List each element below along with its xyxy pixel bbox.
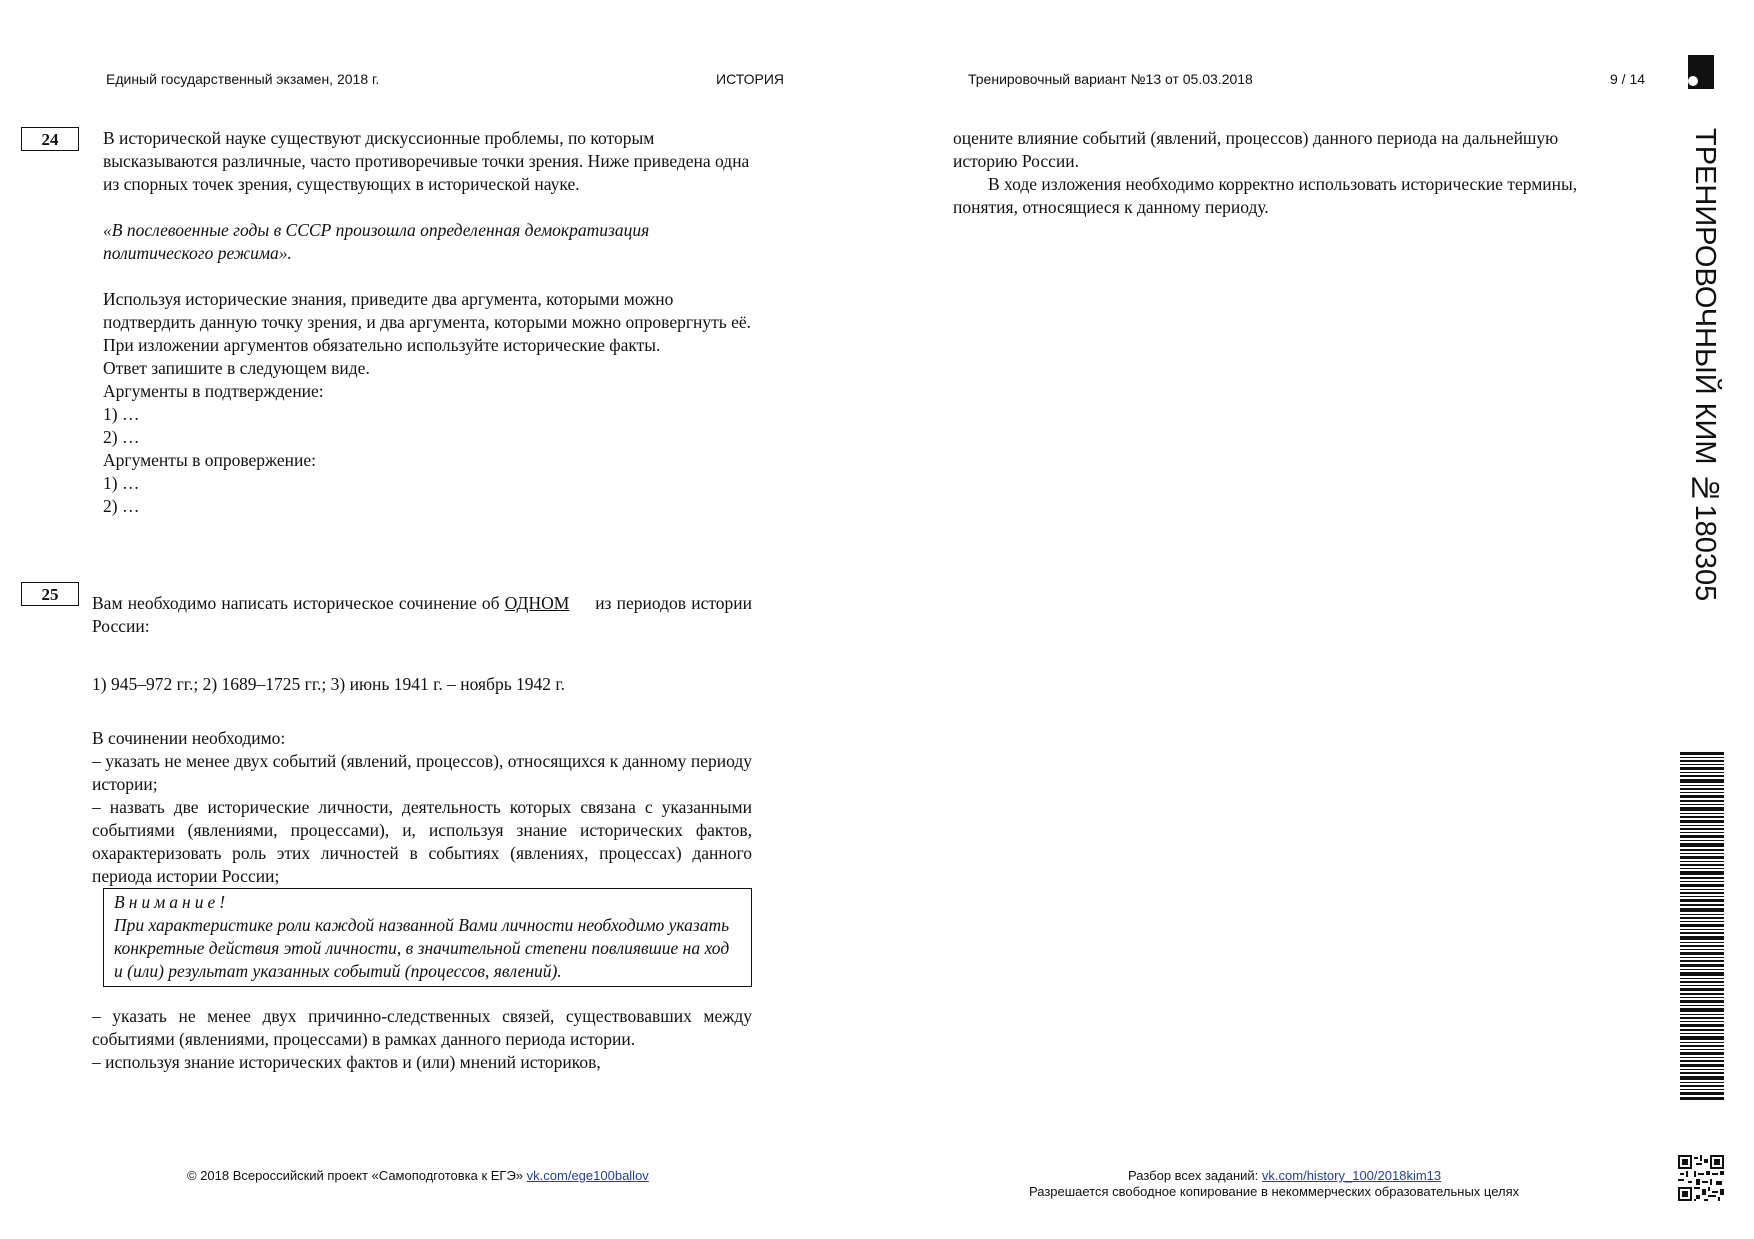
task-24-instruction: Используя исторические знания, приведите два аргумента, которыми можно подтвердить данную точку зрения, и два аргумента, которыми можно опровергнуть её. При изложении аргументов обязательно используйте исторические факты. — [103, 289, 752, 355]
corner-marker-dot — [1688, 76, 1698, 86]
task-25-number: 25 — [21, 582, 79, 606]
qr-code-icon — [1678, 1155, 1724, 1201]
header-exam-title: Единый государственный экзамен, 2018 г. — [106, 71, 380, 87]
header-page-number: 9 / 14 — [1610, 71, 1646, 87]
footer-right-link[interactable]: vk.com/history_100/2018kim13 — [1261, 1168, 1442, 1183]
requirement-2: – назвать две исторические личности, деятельность которых связана с указанными событиями (явлениями, процессами), и, используя знание исторических фактов, охарактеризовать роль этих личностей в событиях (явлениях, процессах) данного периода истории России; — [92, 797, 752, 886]
continuation-1: оцените влияние событий (явлений, процессов) данного периода на дальнейшую историю России. — [953, 128, 1559, 171]
requirement-3: – указать не менее двух причинно-следственных связей, существовавших между событиями (явлениями, процессами) в рамках данного периода истории. — [92, 1006, 752, 1049]
footer-left — [187, 1168, 649, 1183]
task-24-quote: «В послевоенные годы в СССР произошла определенная демократизация политического режима». — [103, 220, 650, 263]
task-25-intro-start: Вам необходимо написать историческое сочинение об — [92, 593, 500, 613]
confirm-item-2: 2) … — [103, 427, 140, 447]
notice-title: Внимание! — [114, 892, 230, 912]
requirement-4: – используя знание исторических фактов и (или) мнений историков, — [92, 1052, 601, 1072]
task-24-intro: В исторической науке существуют дискуссионные проблемы, по которым высказываются различные, часто противоречивые точки зрения. Ниже приведена одна из спорных точек зрения, существующих в исторической науке. — [103, 128, 750, 194]
notice-body: При характеристике роли каждой названной Вами личности необходимо указать конкретные действия этой личности, в значительной степени повлиявшие на ход и (или) результат указанных событий (процессов, явлений). — [114, 915, 730, 981]
task-25-intro-emphasis: ОДНОМ — [504, 593, 570, 613]
notice-box — [103, 888, 752, 987]
refute-item-1: 1) … — [103, 473, 140, 493]
task-25-periods: 1) 945–972 гг.; 2) 1689–1725 гг.; 3) июнь 1941 г. – ноябрь 1942 г. — [92, 674, 566, 694]
vertical-kim-label: ТРЕНИРОВОЧНЫЙ КИМ №180305 — [1689, 128, 1721, 602]
confirm-item-1: 1) … — [103, 404, 140, 424]
confirm-heading: Аргументы в подтверждение: — [103, 381, 324, 401]
header-subject: ИСТОРИЯ — [716, 71, 785, 87]
task-24-number: 24 — [21, 127, 79, 151]
task-25-required: В сочинении необходимо: — [92, 728, 286, 748]
task-24-answer-form: Ответ запишите в следующем виде. — [103, 358, 370, 378]
task-25-intro-end: из периодов истории России: — [92, 593, 753, 636]
barcode-icon — [1680, 752, 1724, 1100]
continuation-2: В ходе изложения необходимо корректно использовать исторические термины, понятия, относящиеся к данному периоду. — [953, 174, 1578, 217]
refute-heading: Аргументы в опровержение: — [103, 450, 316, 470]
header-variant: Тренировочный вариант №13 от 05.03.2018 — [968, 71, 1253, 87]
task-25-continuation — [953, 127, 1583, 219]
refute-item-2: 2) … — [103, 496, 140, 516]
task-25-intro — [92, 592, 752, 638]
footer-left-link[interactable]: vk.com/ege100ballov — [526, 1168, 649, 1183]
requirement-1: – указать не менее двух событий (явлений, процессов), относящихся к данному периоду истории; — [92, 751, 752, 794]
footer-right-top — [1128, 1168, 1441, 1183]
task-24 — [103, 127, 753, 518]
footer-analysis-label: Разбор всех заданий: — [1128, 1168, 1259, 1183]
task-25 — [92, 592, 752, 1074]
footer-copy-note: Разрешается свободное копирование в некоммерческих образовательных целях — [1029, 1184, 1520, 1199]
footer-copyright: © 2018 Всероссийский проект «Самоподготовка к ЕГЭ» — [187, 1168, 524, 1183]
